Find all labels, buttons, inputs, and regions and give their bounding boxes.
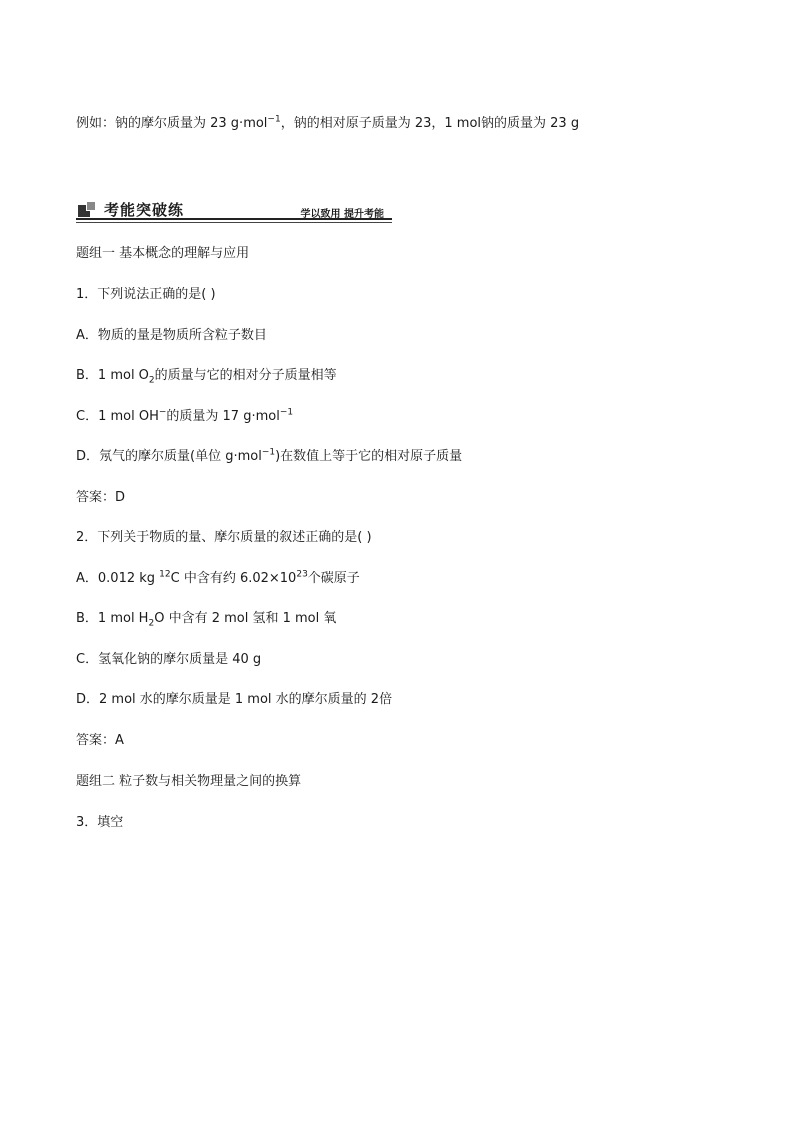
section-squares-icon <box>78 201 96 217</box>
section-rule-thin <box>76 222 392 223</box>
question-1-option-b: B．1 mol $O_2$的质量与它的相对分子质量相等 <box>76 368 337 386</box>
question-2-option-b: B．1 mol $H_2O$ 中含有 2 mol 氢和 1 mol 氧 <box>76 611 337 629</box>
intro-example: 例如：钠的摩尔质量为 23 g·mol$^{-1}$，钠的相对原子质量为 23，1 mol钠的质量为 23 g <box>76 114 580 131</box>
section-title: 考能突破练 <box>104 201 185 219</box>
group-2-title: 题组二 粒子数与相关物理量之间的换算 <box>76 774 302 789</box>
question-2-option-d: D．2 mol 水的摩尔质量是 1 mol 水的摩尔质量的 2倍 <box>76 692 393 707</box>
question-3-stem: 3．填空 <box>76 815 124 830</box>
question-1-option-a: A．物质的量是物质所含粒子数目 <box>76 328 267 343</box>
question-1-option-d: D．氖气的摩尔质量(单位 g·mol$^{-1}$)在数值上等于它的相对原子质量 <box>76 447 463 464</box>
question-1-option-c: C．1 mol OH−的质量为 17 g·mol$^{-1}$ <box>76 407 294 424</box>
question-2-answer: 答案：A <box>76 733 124 748</box>
question-2-option-a: A．0.012 kg $^{12}$C 中含有约 $6.02\times 10^{23}$个碳原子 <box>76 569 360 586</box>
section-header <box>76 198 392 220</box>
section-rule <box>76 218 392 220</box>
question-2-option-c: C．氢氧化钠的摩尔质量是 40 g <box>76 652 262 667</box>
question-2-stem: 2．下列关于物质的量、摩尔质量的叙述正确的是( ) <box>76 530 372 545</box>
question-1-answer: 答案：D <box>76 490 126 505</box>
group-1-title: 题组一 基本概念的理解与应用 <box>76 246 250 261</box>
question-1-stem: 1．下列说法正确的是( ) <box>76 287 216 302</box>
section-subtitle: 学以致用 提升考能 <box>300 209 384 220</box>
